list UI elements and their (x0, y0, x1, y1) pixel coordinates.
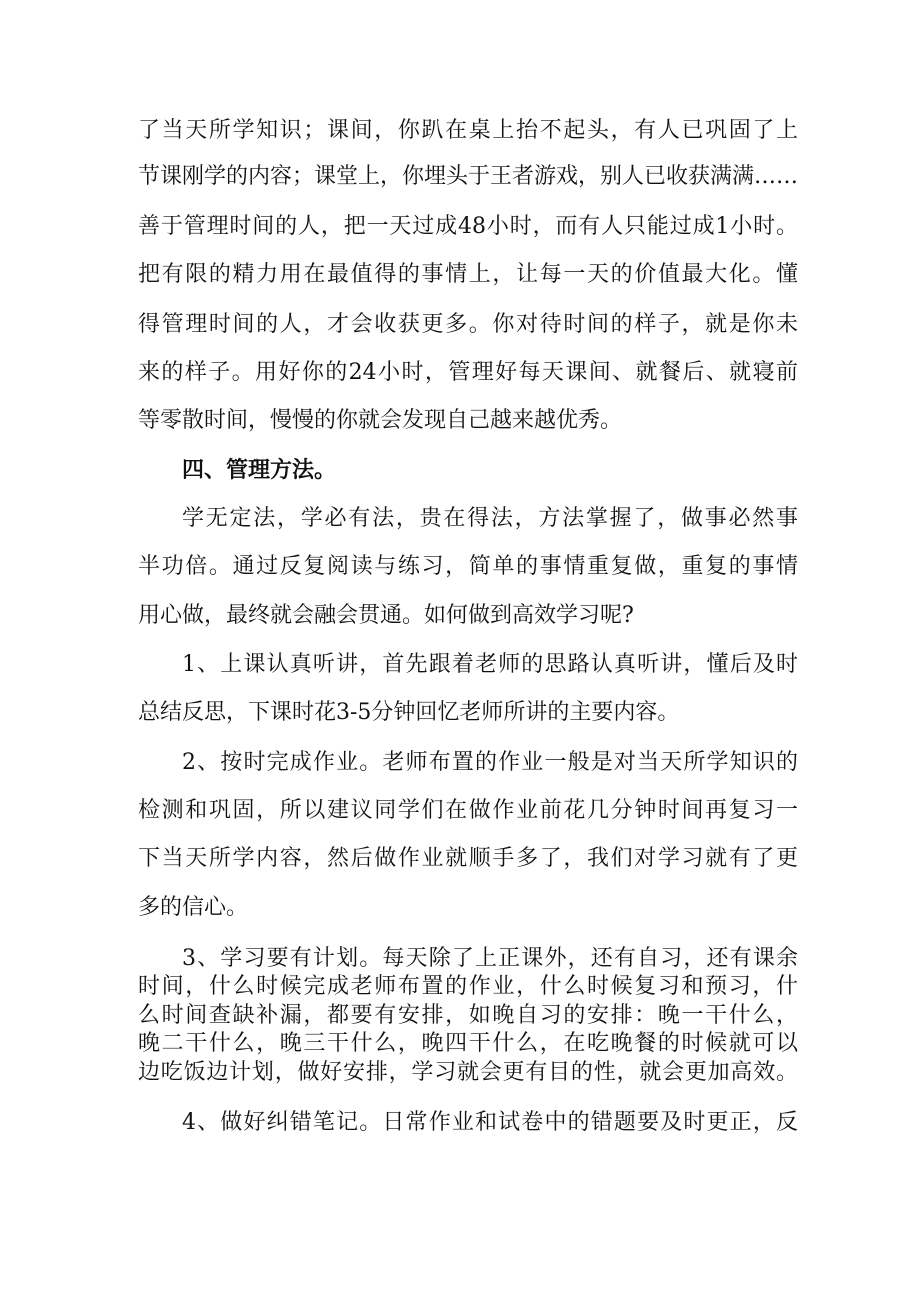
text-line: 了当天所学知识；课间，你趴在桌上抬不起头，有人已巩固了上 (138, 118, 798, 143)
text-line: 3、学习要有计划。每天除了上正课外，还有自习，还有课余 (182, 946, 798, 971)
text-line: 4、做好纠错笔记。日常作业和试卷中的错题要及时更正，反 (182, 1110, 798, 1135)
text-line: 1、上课认真听讲，首先跟着老师的思路认真听讲，懂后及时 (182, 652, 798, 677)
text-line: 下当天所学内容，然后做作业就顺手多了，我们对学习就有了更 (138, 846, 798, 871)
text-line: 时间，什么时候完成老师布置的作业，什么时候复习和预习，什 (138, 974, 798, 999)
text-line: 学无定法，学必有法，贵在得法，方法掌握了，做事必然事 (182, 506, 798, 531)
text-line: 善于管理时间的人，把一天过成48小时，而有人只能过成1小时。 (138, 214, 798, 239)
text-line: 2、按时完成作业。老师布置的作业一般是对当天所学知识的 (182, 750, 798, 775)
text-line: 用心做，最终就会融会贯通。如何做到高效学习呢? (138, 603, 634, 628)
text-line: 检测和巩固，所以建议同学们在做作业前花几分钟时间再复习一 (138, 798, 798, 823)
text-line: 来的样子。用好你的24小时，管理好每天课间、就餐后、就寝前 (138, 360, 798, 385)
text-line: 么时间查缺补漏，都要有安排，如晚自习的安排：晚一干什么， (138, 1003, 798, 1028)
text-line: 把有限的精力用在最值得的事情上，让每一天的价值最大化。懂 (138, 262, 798, 287)
text-line: 晚二干什么，晚三干什么，晚四干什么，在吃晚餐的时候就可以 (138, 1031, 798, 1056)
text-line: 半功倍。通过反复阅读与练习，简单的事情重复做，重复的事情 (138, 554, 798, 579)
text-line: 多的信心。 (138, 895, 249, 920)
text-line: 等零散时间，慢慢的你就会发现自己越来越优秀。 (138, 408, 623, 433)
text-line: 边吃饭边计划，做好安排，学习就会更有目的性，就会更加高效。 (138, 1060, 798, 1085)
text-line: 得管理时间的人，才会收获更多。你对待时间的样子，就是你未 (138, 312, 798, 337)
text-line: 总结反思，下课时花3-5分钟回忆老师所讲的主要内容。 (138, 700, 680, 725)
section-heading: 四、管理方法。 (182, 457, 337, 483)
text-line: 节课刚学的内容；课堂上，你埋头于王者游戏，别人已收获满满…… (138, 164, 798, 189)
